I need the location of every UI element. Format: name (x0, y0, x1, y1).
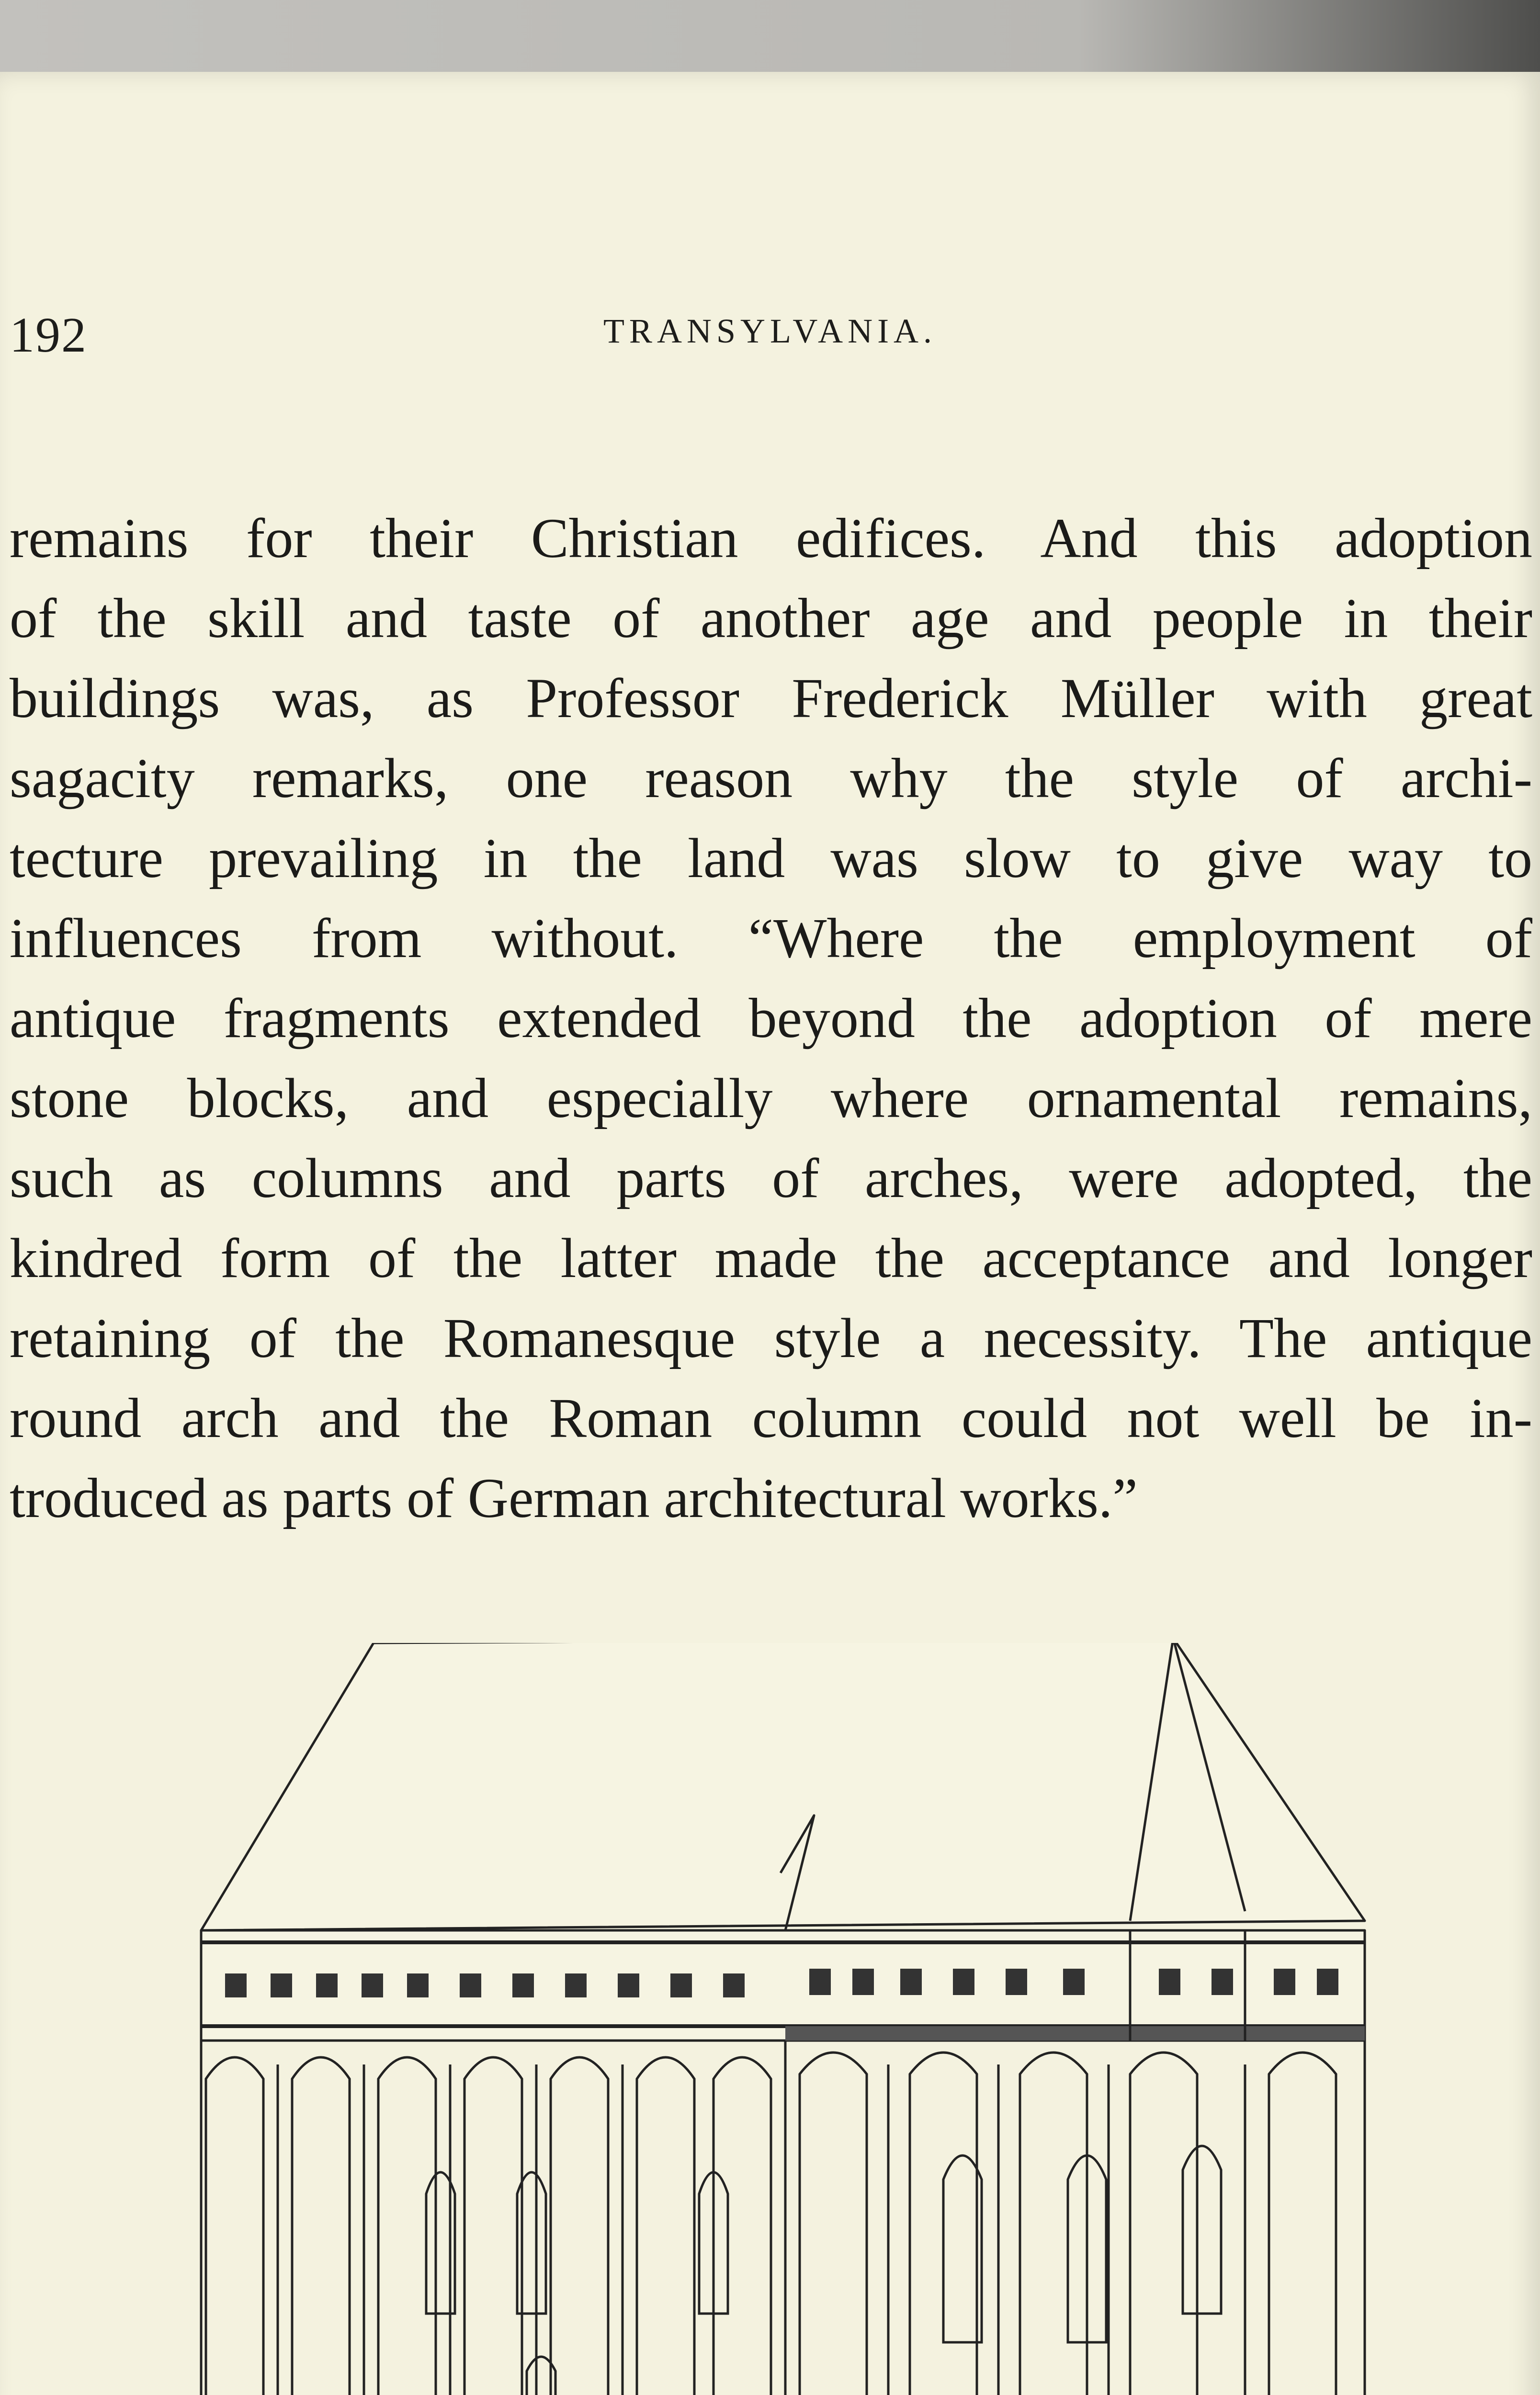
text-line: retaining of the Romanesque style a necessity. The antique (10, 1307, 1532, 1369)
page-number: 192 (10, 308, 87, 363)
arcade-bay (206, 2057, 263, 2395)
text-line: such as columns and parts of arches, were adopted, the (10, 1147, 1532, 1209)
arcade-bay (292, 2057, 350, 2395)
text-line: buildings was, as Professor Frederick Müller with great (10, 667, 1532, 730)
scan-background-top (0, 0, 1540, 77)
book-page (0, 72, 1540, 2395)
arcade-bay (800, 2053, 867, 2395)
text-line: of the skill and taste of another age and people in their (10, 587, 1532, 650)
text-line: kindred form of the latter made the acceptance and longer (10, 1227, 1532, 1289)
text-line: round arch and the Roman column could not well be in- (10, 1387, 1532, 1449)
arcade-bay (551, 2057, 608, 2395)
paragraph-top (10, 498, 1532, 1538)
arcade-bay (1130, 2053, 1197, 2395)
text-line: troduced as parts of German architectural works.” (10, 1467, 1138, 1529)
text-line: remains for their Christian edifices. And this adoption (10, 507, 1532, 570)
arcade-bay (1269, 2053, 1336, 2395)
running-head: TRANSYLVANIA. (603, 312, 937, 350)
page-header (0, 307, 1540, 369)
arcade-bay (464, 2057, 522, 2395)
arcade-bay (1020, 2053, 1087, 2395)
lancet-window (1183, 2146, 1221, 2314)
text-line: antique fragments extended beyond the adoption of mere (10, 987, 1532, 1049)
arcade-bay (637, 2057, 694, 2395)
text-line: stone blocks, and especially where ornamental remains, (10, 1067, 1532, 1129)
church-illustration (192, 1643, 1389, 2395)
text-line: tecture prevailing in the land was slow to give way to (10, 827, 1532, 890)
church-roof (201, 1643, 1365, 1930)
arcade-bay (713, 2057, 771, 2395)
text-line: influences from without. “Where the employment of (10, 907, 1532, 969)
text-line: sagacity remarks, one reason why the style of archi- (10, 747, 1532, 810)
